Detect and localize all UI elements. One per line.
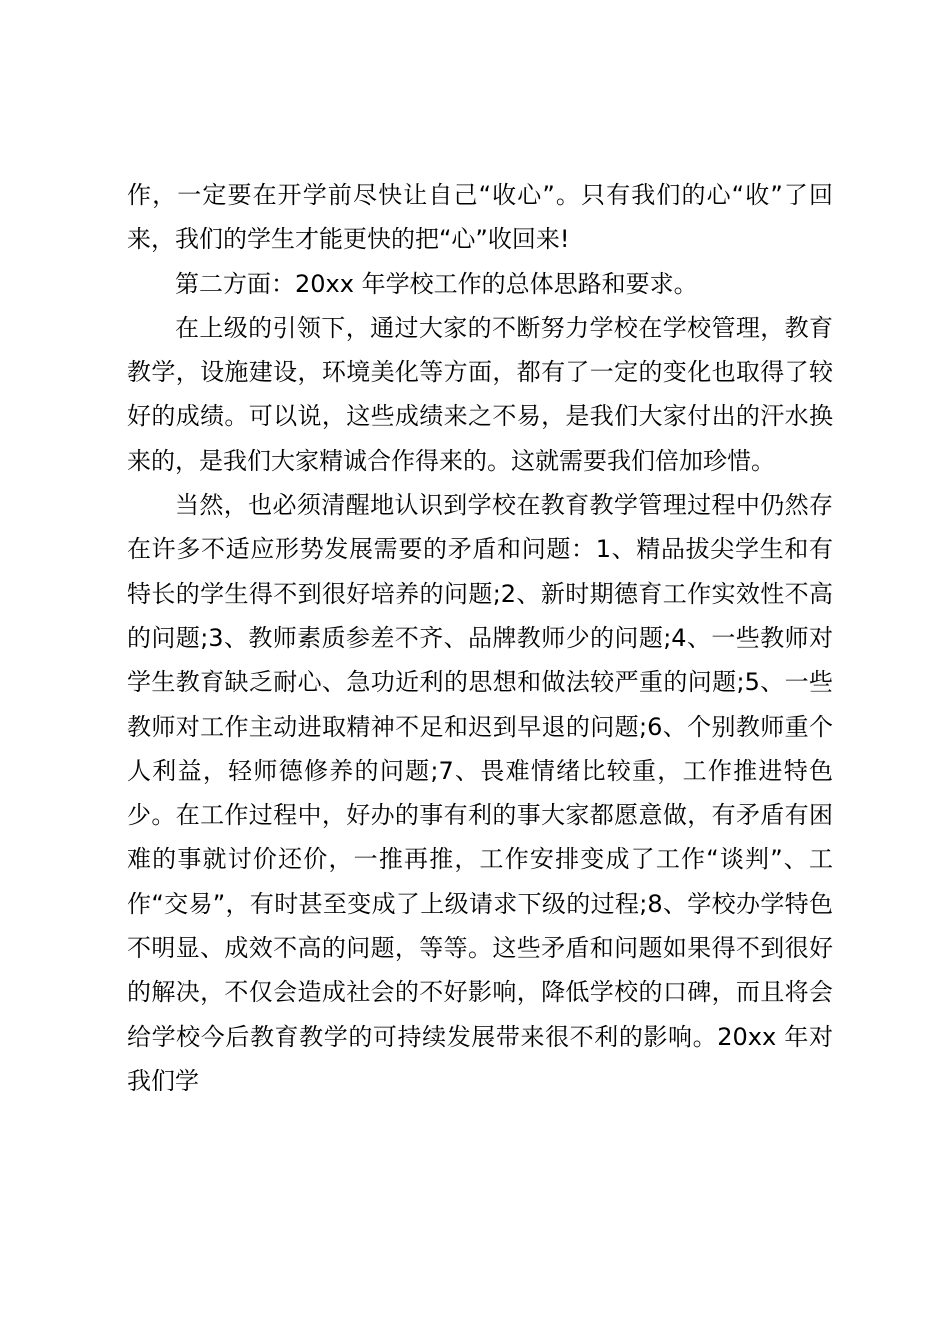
paragraph-achievements: 在上级的引领下，通过大家的不断努力学校在学校管理，教育教学，设施建设，环境美化等方面，都有了一定的变化也取得了较好的成绩。可以说，这些成绩来之不易，是我们大家付出的汗水换来的，是我们大家精诚合作得来的。这就需要我们倍加珍惜。 (127, 313, 833, 475)
paragraph-continuation: 作，一定要在开学前尽快让自己“收心”。只有我们的心“收”了回来，我们的学生才能更快的把“心”收回来! (127, 181, 833, 254)
paragraph-section-heading: 第二方面：20xx 年学校工作的总体思路和要求。 (175, 269, 698, 298)
paragraph-problems: 当然，也必须清醒地认识到学校在教育教学管理过程中仍然存在许多不适应形势发展需要的矛盾和问题：1、精品拔尖学生和有特长的学生得不到很好培养的问题;2、新时期德育工作实效性不高的问题;3、教师素质参差不齐、品牌教师少的问题;4、一些教师对学生教育缺乏耐心、急功近利的思想和做法较严重的问题;5、一些教师对工作主动进取精神不足和迟到早退的问题;6、个别教师重个人利益，轻师德修养的问题;7、畏难情绪比较重，工作推进特色少。在工作过程中，好办的事有利的事大家都愿意做，有矛盾有困难的事就讨价还价，一推再推，工作安排变成了工作“谈判”、工作“交易”，有时甚至变成了上级请求下级的过程;8、学校办学特色不明显、成效不高的问题，等等。这些矛盾和问题如果得不到很好的解决，不仅会造成社会的不好影响，降低学校的口碑，而且将会给学校今后教育教学的可持续发展带来很不利的影响。20xx 年对我们学 (127, 491, 833, 1095)
document-body (127, 173, 833, 1103)
